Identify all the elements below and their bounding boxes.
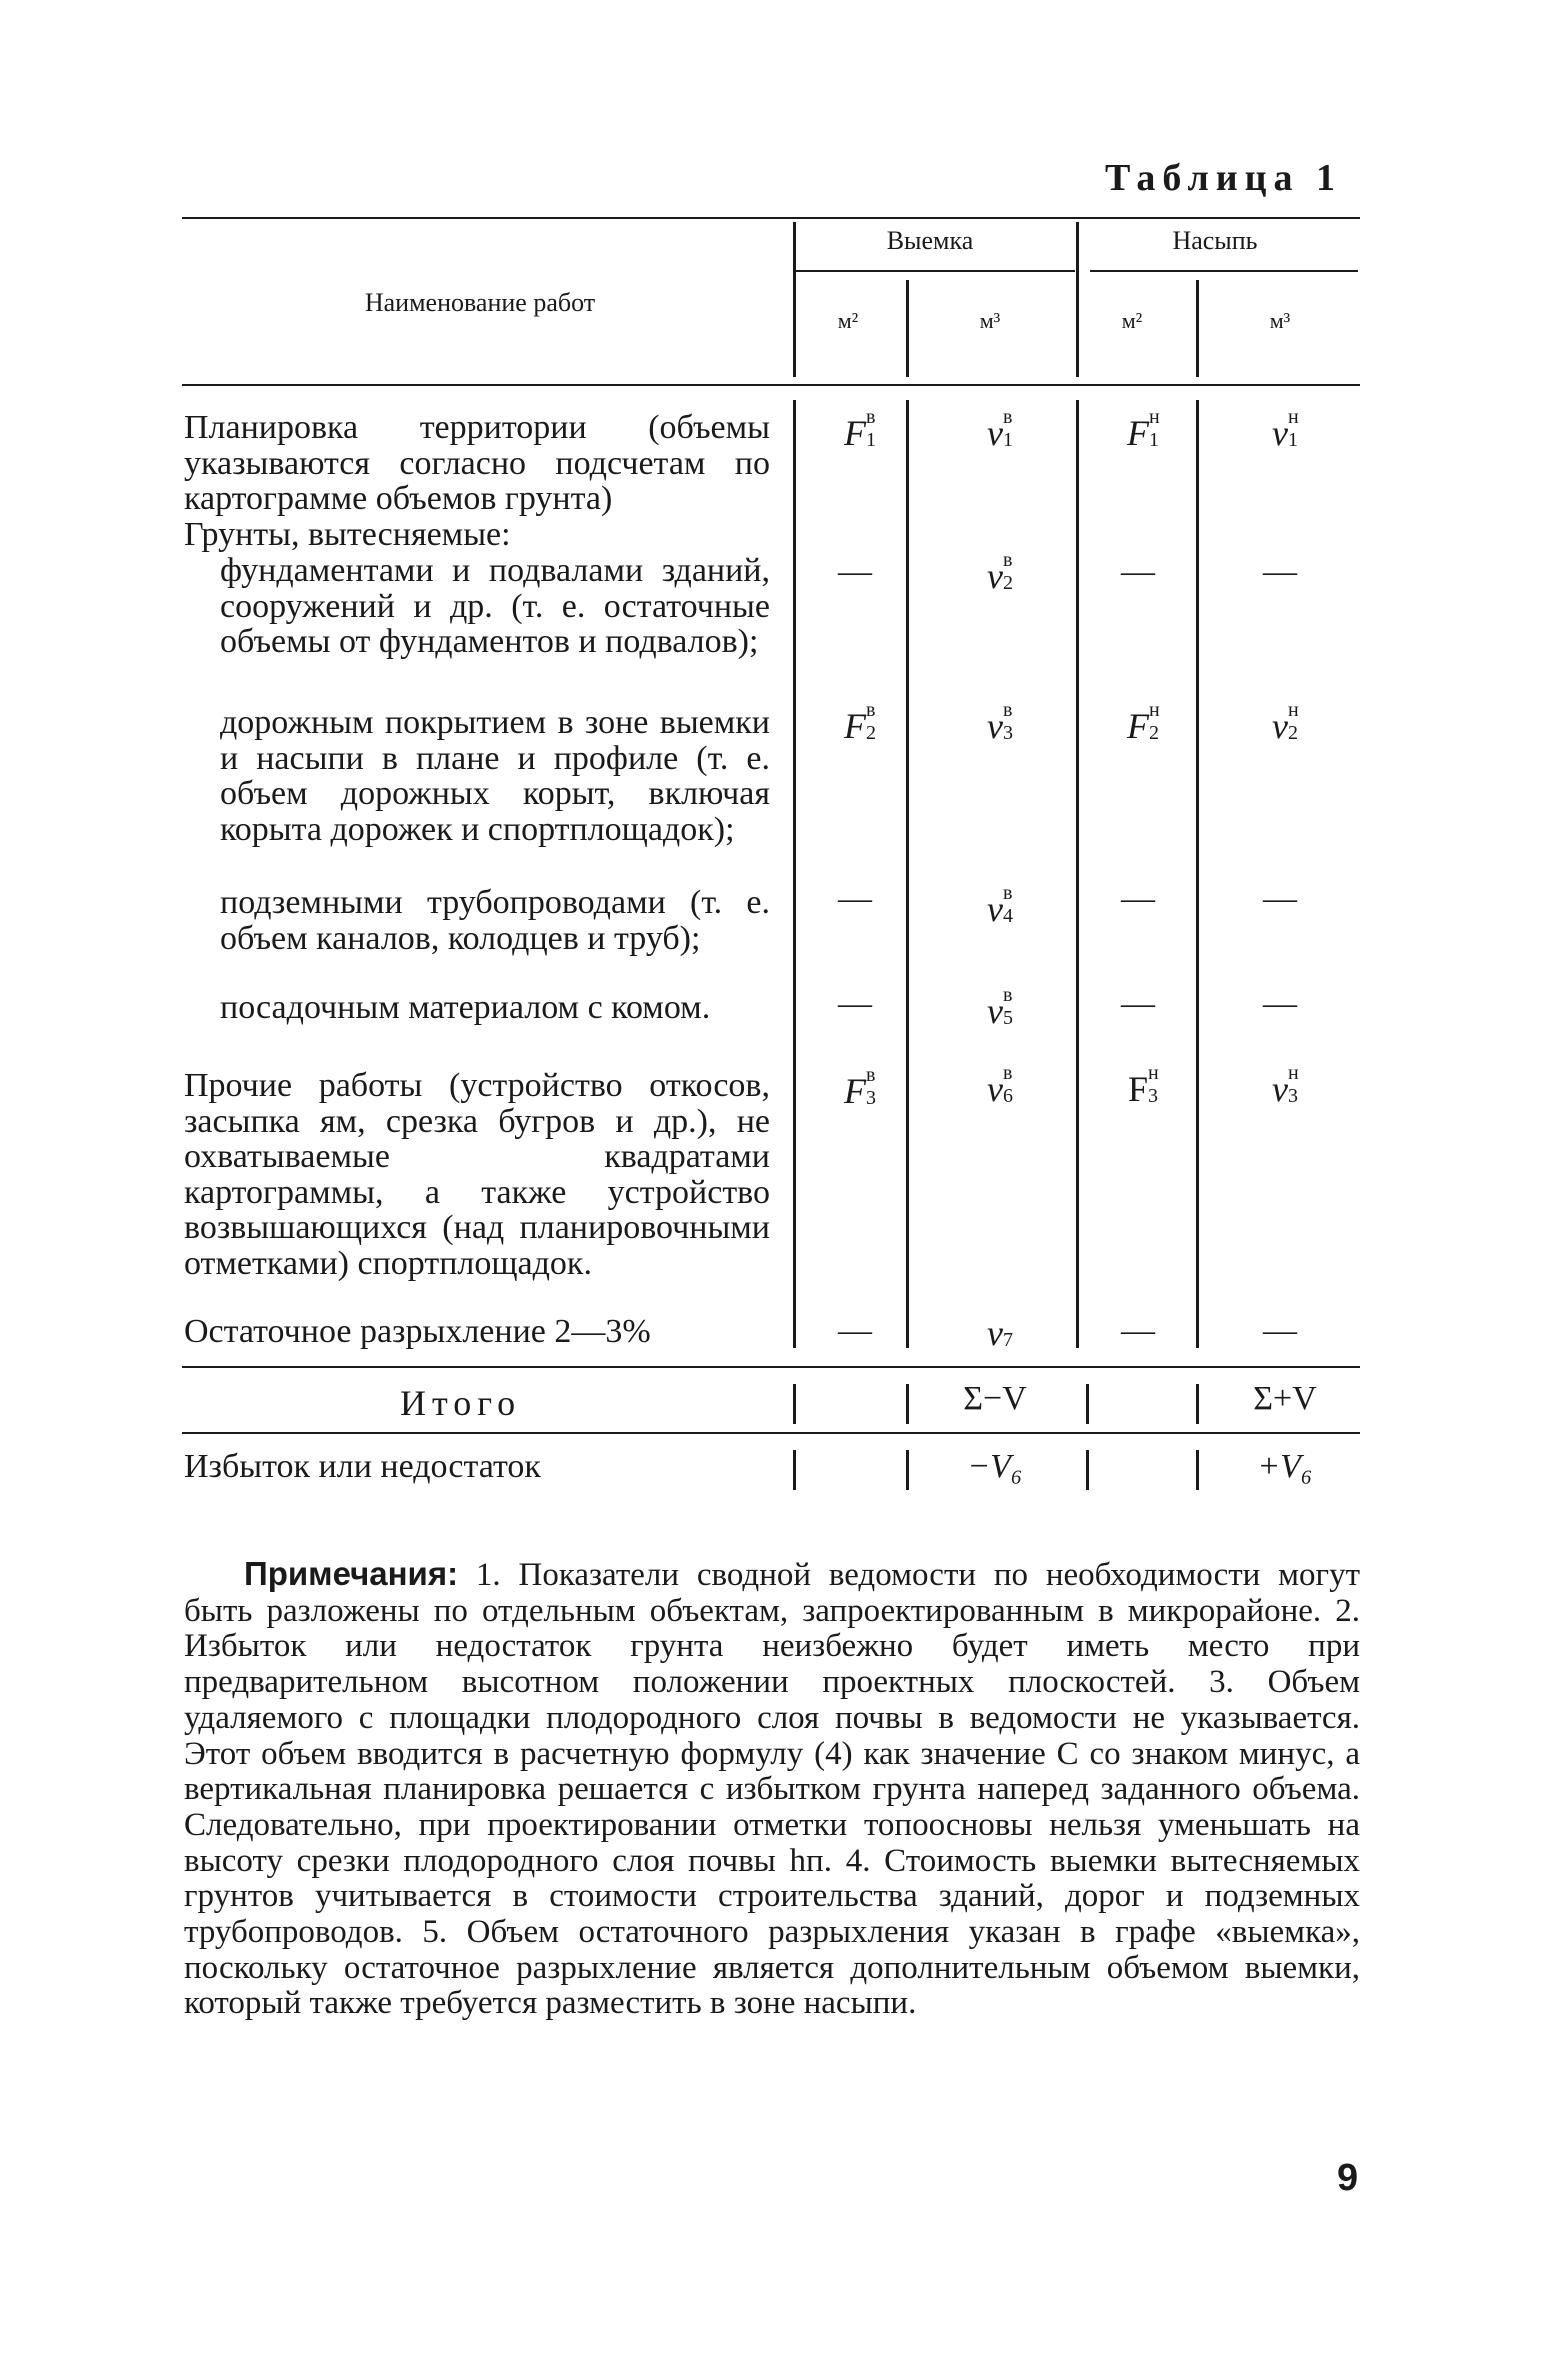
totals-bottom-rule (182, 1432, 1360, 1434)
row-work-roads: дорожным покрытием в зоне выемки и насыпи в плане и профиле (т. е. объем дорожных корыт, включая корыта дорожек и спортплощадок); (220, 704, 770, 848)
table-caption: Таблица 1 (1105, 157, 1343, 199)
cell-r3-fill-volume: — (1263, 553, 1297, 590)
cell-r6-fill-area: — (1121, 985, 1155, 1022)
notes-text: 1. Показатели сводной ведомости по необходимости могут быть разложены по отдельным объектам, запроектированным в микрорайоне. 2. Избыток или недостаток грунта неизбежно будет иметь место при предварительном высотном положении проектных плоскостей. 3. Объем удаляемого с площадки плодородного слоя почвы в ведомости не указывается. Этот объем вводится в расчетную формулу (4) как значение C со знаком минус, а вертикальная планировка решается с избытком грунта наперед заданного объема. Следовательно, при проектировании отметки топоосновы нельзя уменьшать на высоту срезки плодородного слоя почвы hп. 4. Стоимость выемки вытесняемых грунтов учитывается в стоимости строительства зданий, дорог и подземных трубопроводов. 5. Объем остаточного разрыхления указан в графе «выемка», поскольку остаточное разрыхление является дополнительным объемом выемки, который также требуется разместить в зоне насыпи. (184, 1557, 1360, 2022)
cell-r6-cut-area: — (838, 985, 872, 1022)
surplus-label: Избыток или недостаток (184, 1448, 541, 1485)
total-vline-4 (1196, 1384, 1199, 1424)
surplus-fill: +V₆ (1257, 1448, 1313, 1485)
cell-r6-fill-volume: — (1263, 985, 1297, 1022)
header-vline-2 (906, 280, 909, 377)
cell-r3-fill-area: — (1121, 553, 1155, 590)
surplus-cut: −V₆ (967, 1448, 1023, 1485)
header-fill-rule (1090, 270, 1358, 272)
notes-paragraph (184, 1556, 1360, 2022)
total-fill: Σ+V (1253, 1380, 1317, 1417)
cell-r4-fill-volume: v н 2 (1272, 699, 1299, 746)
header-fill: Насыпь (1172, 226, 1258, 255)
row-work-loosening: Остаточное разрыхление 2—3% (184, 1313, 651, 1350)
surplus-vline-4 (1196, 1450, 1199, 1490)
row-work-planning: Планировка территории (объемы указываются согласно подсчетам по картограмме объемов грунта) (184, 409, 770, 518)
cell-r7-fill-area: F н 3 (1127, 1062, 1159, 1109)
cell-r4-fill-area: F н 2 (1127, 699, 1160, 746)
page-number: 9 (1337, 2157, 1359, 2199)
total-cut: Σ−V (963, 1380, 1027, 1417)
row-work-other: Прочие работы (устройство откосов, засыпка ям, срезка бугров и др.), не охватываемые квадратами картограммы, а также устройство возвышающихся (над планировочными отметками) спортплощадок. (184, 1067, 770, 1282)
cell-r8-fill-volume: — (1263, 1312, 1297, 1349)
total-vline-2 (906, 1384, 909, 1424)
cell-r1-cut-volume: v в 1 (987, 406, 1013, 453)
unit-fill-volume: м³ (1269, 308, 1291, 333)
cell-r7-cut-volume: v в 6 (987, 1062, 1013, 1109)
cell-r5-cut-volume: v в 4 (987, 882, 1013, 929)
surplus-vline-1 (793, 1450, 796, 1490)
total-vline-1 (793, 1384, 796, 1424)
header-work-name: Наименование работ (364, 288, 596, 317)
header-bottom-rule (182, 384, 1360, 386)
cell-r4-cut-volume: v в 3 (987, 699, 1013, 746)
header-vline-1 (793, 222, 796, 377)
surplus-vline-2 (906, 1450, 909, 1490)
cell-r1-fill-volume: v н 1 (1272, 406, 1299, 453)
header-cut-rule (795, 270, 1075, 272)
cell-r6-cut-volume: v в 5 (987, 984, 1013, 1031)
cell-r8-fill-area: — (1121, 1312, 1155, 1349)
cell-r7-cut-area: F в 3 (844, 1064, 876, 1111)
totals-top-rule (182, 1366, 1360, 1368)
cell-r8-cut-area: — (838, 1312, 872, 1349)
row-work-foundations: фундаментами и подвалами зданий, сооружений и др. (т. е. остаточные объемы от фундаментов и подвалов); (220, 552, 770, 661)
cell-r1-cut-area: F в 1 (844, 406, 876, 453)
cell-r4-cut-area: F в 2 (844, 699, 876, 746)
row-work-pipelines: подземными трубопроводами (т. е. объем каналов, колодцев и труб); (220, 884, 770, 957)
body-vline-3 (1076, 400, 1079, 1348)
body-vline-1 (793, 400, 796, 1348)
surplus-vline-3 (1086, 1450, 1089, 1490)
cell-r8-cut-volume: v 7 (987, 1313, 1013, 1353)
body-vline-2 (906, 400, 909, 1348)
cell-r5-fill-volume: — (1263, 880, 1297, 917)
total-label: Итого (400, 1383, 522, 1423)
header-cut: Выемка (886, 226, 974, 255)
cell-r5-fill-area: — (1121, 880, 1155, 917)
cell-r1-fill-area: F н 1 (1127, 406, 1160, 453)
cell-r3-cut-area: — (838, 553, 872, 590)
header-vline-3 (1076, 222, 1079, 377)
cell-r7-fill-volume: v н 3 (1272, 1062, 1299, 1109)
total-vline-3 (1086, 1384, 1089, 1424)
body-vline-4 (1196, 400, 1199, 1348)
header-vline-4 (1196, 280, 1199, 377)
unit-cut-volume: м³ (979, 308, 1001, 333)
row-work-planting: посадочным материалом с комом. (220, 989, 711, 1026)
cell-r5-cut-area: — (838, 880, 872, 917)
unit-cut-area: м² (837, 308, 859, 333)
cell-r3-cut-volume: v в 2 (987, 549, 1013, 596)
unit-fill-area: м² (1121, 308, 1143, 333)
table-top-rule (182, 217, 1360, 219)
notes-title: Примечания: (244, 1555, 459, 1592)
row-work-displaced-header: Грунты, вытесняемые: (184, 516, 511, 553)
